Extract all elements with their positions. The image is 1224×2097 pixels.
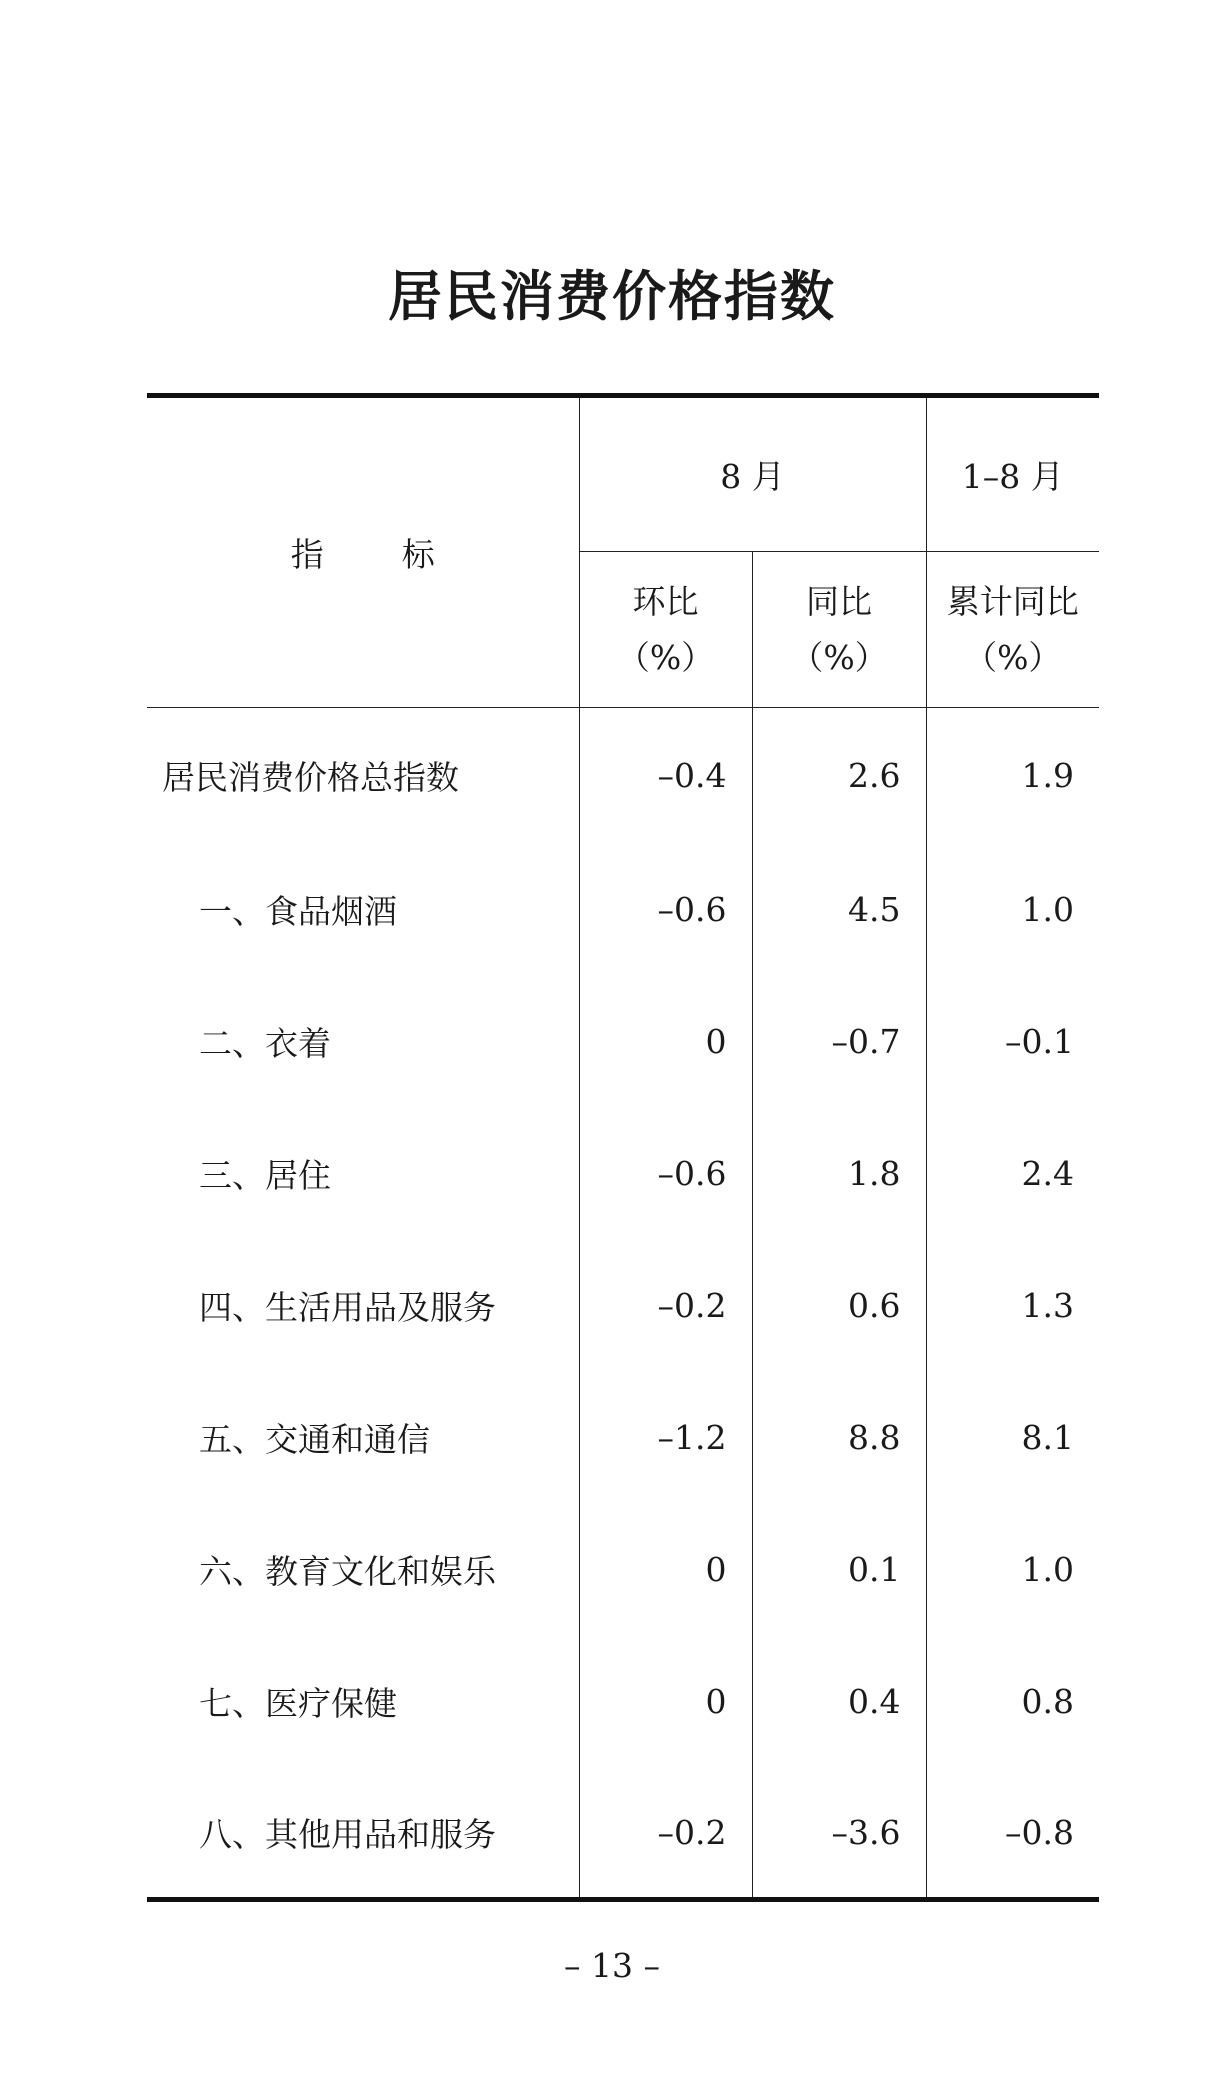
column-header-unit: （%） (790, 637, 888, 677)
row-mom-value: 0 (579, 1635, 752, 1767)
indicator-header-right: 标 (401, 535, 435, 574)
row-mom-value: 0 (579, 1503, 752, 1635)
row-mom-value: –0.2 (579, 1239, 752, 1371)
column-header-cumulative (926, 552, 1099, 708)
row-mom-value: –0.2 (579, 1767, 752, 1900)
row-yoy-value: 0.1 (752, 1503, 926, 1635)
column-header-label: 环比 (632, 581, 699, 621)
row-mom-value: –1.2 (579, 1371, 752, 1503)
row-cumulative-value: 0.8 (1021, 1681, 1074, 1721)
column-header-mom (579, 552, 752, 708)
row-cumulative-value: 1.0 (1021, 889, 1074, 929)
row-yoy-value: 4.5 (752, 843, 926, 975)
row-name: 三、居住 (147, 1107, 579, 1239)
table-row (147, 1371, 1099, 1503)
row-cumulative-value: –0.8 (1005, 1812, 1074, 1852)
row-name: 一、食品烟酒 (147, 843, 579, 975)
row-yoy-value: –3.6 (752, 1767, 926, 1900)
table-row (147, 975, 1099, 1107)
row-mom-value: –0.6 (579, 1107, 752, 1239)
table-row (147, 1239, 1099, 1371)
row-name: 七、医疗保健 (147, 1635, 579, 1767)
indicator-header-left: 指 (290, 535, 324, 574)
row-cumulative-value: 2.4 (1021, 1153, 1074, 1193)
table-row (147, 843, 1099, 975)
row-yoy-value: 2.6 (752, 708, 926, 844)
indicator-header (147, 396, 579, 708)
row-cumulative-value: 8.1 (1021, 1417, 1074, 1457)
row-name: 四、生活用品及服务 (147, 1239, 579, 1371)
row-yoy-value: 0.4 (752, 1635, 926, 1767)
column-header-yoy (752, 552, 926, 708)
column-header-unit: （%） (964, 637, 1062, 677)
row-mom-value: 0 (579, 975, 752, 1107)
column-header-label: 同比 (806, 581, 872, 621)
page-number: – 13 – (564, 1946, 660, 1985)
row-mom-value: –0.6 (579, 843, 752, 975)
row-yoy-value: 8.8 (752, 1371, 926, 1503)
row-name: 六、教育文化和娱乐 (147, 1503, 579, 1635)
cpi-table (147, 393, 1099, 1902)
table-row (147, 1503, 1099, 1635)
row-name: 居民消费价格总指数 (147, 708, 579, 844)
table-row (147, 708, 1099, 844)
group-header-row (147, 396, 1099, 552)
row-cumulative-value: 1.0 (1021, 1549, 1074, 1589)
row-cumulative-value: –0.1 (1005, 1021, 1074, 1061)
page-title: 居民消费价格指数 (388, 265, 836, 328)
group-header-cumulative: 1–8 月 (926, 396, 1099, 552)
row-mom-value: –0.4 (579, 708, 752, 844)
table-row (147, 1107, 1099, 1239)
column-header-unit: （%） (616, 637, 715, 677)
group-header-month: 8 月 (579, 396, 926, 552)
row-yoy-value: 1.8 (752, 1107, 926, 1239)
row-name: 五、交通和通信 (147, 1371, 579, 1503)
row-yoy-value: 0.6 (752, 1239, 926, 1371)
row-name: 八、其他用品和服务 (147, 1767, 579, 1900)
row-name: 二、衣着 (147, 975, 579, 1107)
row-cumulative-value: 1.9 (1021, 756, 1074, 795)
row-yoy-value: –0.7 (752, 975, 926, 1107)
column-header-label: 累计同比 (946, 581, 1079, 621)
row-cumulative-value: 1.3 (1021, 1285, 1074, 1325)
table-row (147, 1635, 1099, 1767)
table-row (147, 1767, 1099, 1900)
